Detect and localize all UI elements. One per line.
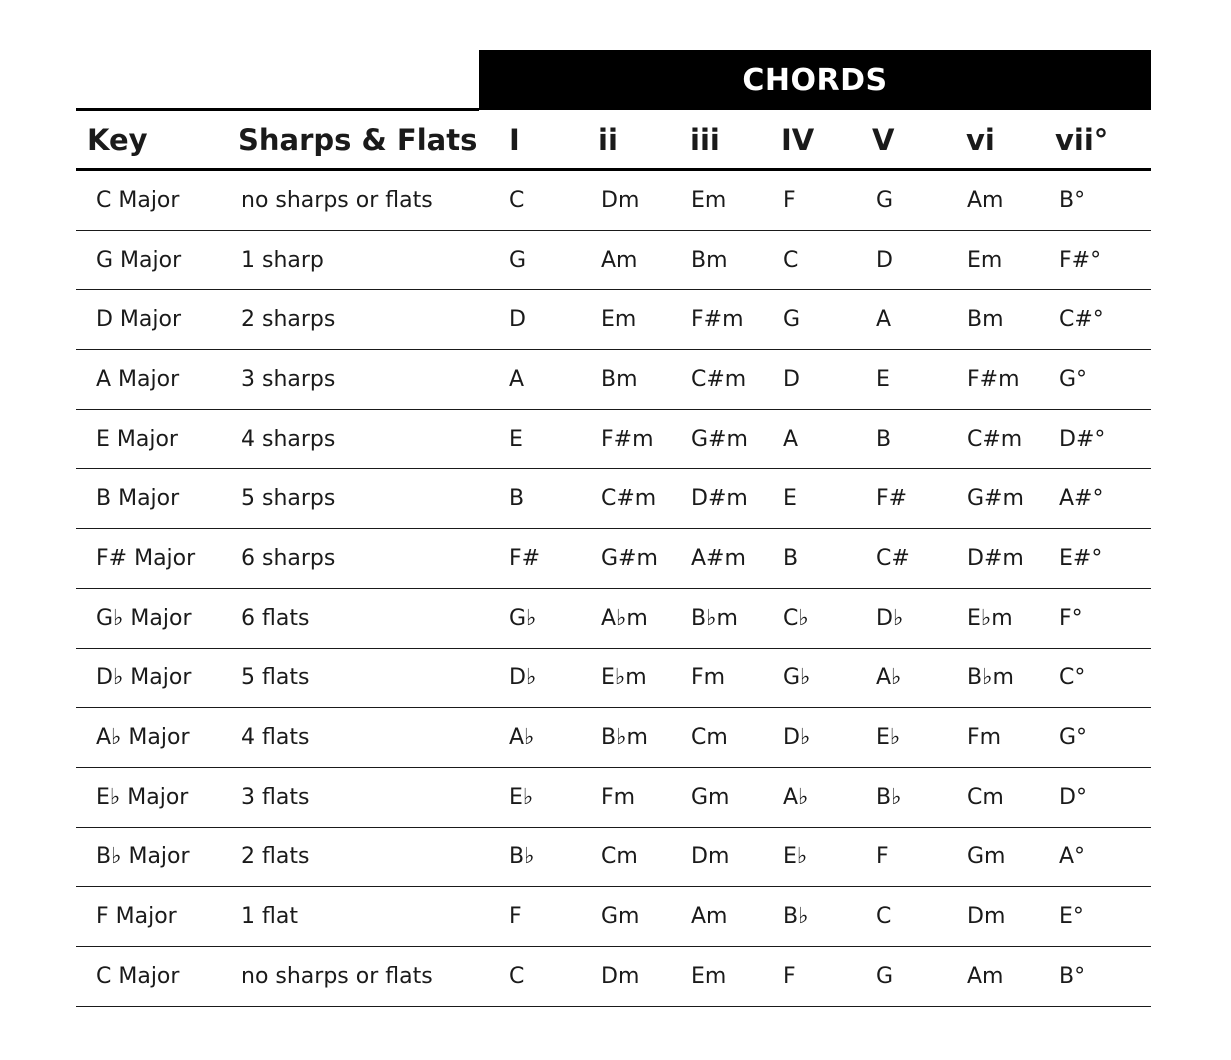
chord-cell: C xyxy=(509,187,525,213)
chord-cell: G xyxy=(876,963,894,989)
chord-cell: C#m xyxy=(691,366,747,392)
chord-cell: Bm xyxy=(691,247,728,273)
chord-cell: Em xyxy=(691,187,727,213)
key-cell: F# Major xyxy=(96,545,196,571)
key-cell: G Major xyxy=(96,247,182,273)
chord-cell: G xyxy=(783,307,801,333)
chords-banner-label: CHORDS xyxy=(742,62,888,98)
chord-cell: F#m xyxy=(967,366,1020,392)
chord-cell: A♭ xyxy=(783,784,809,810)
table-row xyxy=(76,589,1151,649)
chord-cell: A♭ xyxy=(876,665,902,691)
table-row xyxy=(76,469,1151,529)
chord-cell: D♭ xyxy=(876,605,904,631)
chord-cell: B♭m xyxy=(967,665,1014,691)
sharps-flats-cell: 3 flats xyxy=(241,784,310,810)
chord-cell: Dm xyxy=(601,187,640,213)
chord-cell: E♭ xyxy=(509,784,534,810)
chord-cell: Cm xyxy=(691,725,728,751)
chord-cell: D° xyxy=(1059,784,1087,810)
chord-cell: E♭ xyxy=(783,844,808,870)
chord-cell: Am xyxy=(601,247,638,273)
header-degree: ii xyxy=(598,122,618,157)
chord-cell: E xyxy=(876,366,890,392)
key-cell: D♭ Major xyxy=(96,665,192,691)
chord-cell: F xyxy=(509,904,522,930)
chord-cell: Gm xyxy=(601,904,640,930)
chord-cell: Gm xyxy=(691,784,730,810)
table-row xyxy=(76,350,1151,410)
sharps-flats-cell: 1 flat xyxy=(241,904,298,930)
chord-cell: Gm xyxy=(967,844,1006,870)
chord-cell: C xyxy=(876,904,892,930)
chord-cell: G#m xyxy=(691,426,748,452)
chord-cell: E♭m xyxy=(967,605,1013,631)
table-row xyxy=(76,768,1151,828)
chord-cell: C# xyxy=(876,545,910,571)
table-row xyxy=(76,828,1151,888)
chord-cell: C#m xyxy=(967,426,1023,452)
chord-cell: D♭ xyxy=(783,725,811,751)
chord-cell: Am xyxy=(967,963,1004,989)
key-cell: G♭ Major xyxy=(96,605,192,631)
chord-cell: F# xyxy=(876,486,908,512)
chord-cell: Bm xyxy=(967,307,1004,333)
chord-cell: D xyxy=(783,366,800,392)
header-degree: IV xyxy=(781,122,815,157)
table-row xyxy=(76,410,1151,470)
chord-cell: F#° xyxy=(1059,247,1102,273)
key-cell: F Major xyxy=(96,904,177,930)
table-row xyxy=(76,887,1151,947)
chord-cell: C xyxy=(509,963,525,989)
chord-cell: A° xyxy=(1059,844,1086,870)
chord-cell: Am xyxy=(691,904,728,930)
chord-cell: C♭ xyxy=(783,605,809,631)
chord-cell: B° xyxy=(1059,963,1086,989)
chord-cell: Dm xyxy=(601,963,640,989)
chord-cell: E° xyxy=(1059,904,1084,930)
table-row xyxy=(76,947,1151,1007)
chord-cell: Em xyxy=(967,247,1003,273)
header-degree: vi xyxy=(966,122,995,157)
chord-cell: C° xyxy=(1059,665,1086,691)
chord-cell: A#m xyxy=(691,545,746,571)
key-cell: C Major xyxy=(96,187,180,213)
table-row xyxy=(76,649,1151,709)
chord-cell: A#° xyxy=(1059,486,1104,512)
sharps-flats-cell: 1 sharp xyxy=(241,247,324,273)
chord-cell: D#m xyxy=(691,486,748,512)
key-cell: B♭ Major xyxy=(96,844,190,870)
chord-cell: A xyxy=(876,307,892,333)
chord-cell: G#m xyxy=(967,486,1024,512)
sharps-flats-cell: 5 sharps xyxy=(241,486,336,512)
chord-cell: Fm xyxy=(691,665,726,691)
chord-cell: F xyxy=(783,963,796,989)
chord-cell: E♭ xyxy=(876,725,901,751)
chord-cell: C#° xyxy=(1059,307,1104,333)
chord-cell: G° xyxy=(1059,725,1088,751)
chord-cell: F xyxy=(876,844,889,870)
table-row xyxy=(76,708,1151,768)
header-sharps-flats: Sharps & Flats xyxy=(238,122,478,157)
chord-cell: B xyxy=(876,426,892,452)
chord-cell: G♭ xyxy=(509,605,537,631)
key-cell: A♭ Major xyxy=(96,725,190,751)
chord-cell: F#m xyxy=(691,307,744,333)
table-row xyxy=(76,529,1151,589)
chord-cell: B♭ xyxy=(876,784,902,810)
chord-cell: G° xyxy=(1059,366,1088,392)
chord-cell: F° xyxy=(1059,605,1083,631)
sharps-flats-cell: 6 flats xyxy=(241,605,310,631)
table-header xyxy=(76,111,1151,168)
chord-cell: Fm xyxy=(601,784,636,810)
chord-cell: D#m xyxy=(967,545,1024,571)
chord-cell: Cm xyxy=(967,784,1004,810)
chord-cell: E♭m xyxy=(601,665,647,691)
chord-cell: D#° xyxy=(1059,426,1106,452)
chord-cell: B xyxy=(783,545,799,571)
key-cell: A Major xyxy=(96,366,180,392)
sharps-flats-cell: no sharps or flats xyxy=(241,187,433,213)
chord-cell: A xyxy=(509,366,525,392)
chord-cell: D xyxy=(509,307,526,333)
chord-cell: Fm xyxy=(967,725,1002,751)
chord-cell: G xyxy=(876,187,894,213)
chord-cell: Dm xyxy=(967,904,1006,930)
key-cell: B Major xyxy=(96,486,180,512)
chord-cell: G xyxy=(509,247,527,273)
chord-table-body xyxy=(76,171,1151,1007)
chord-cell: Em xyxy=(601,307,637,333)
chord-cell: F#m xyxy=(601,426,654,452)
chord-cell: B xyxy=(509,486,525,512)
header-degree: vii° xyxy=(1055,122,1109,157)
sharps-flats-cell: 5 flats xyxy=(241,665,310,691)
chord-cell: G♭ xyxy=(783,665,811,691)
chord-cell: F# xyxy=(509,545,541,571)
sharps-flats-cell: 3 sharps xyxy=(241,366,336,392)
chord-cell: A xyxy=(783,426,799,452)
sharps-flats-cell: 2 sharps xyxy=(241,307,336,333)
header-key: Key xyxy=(87,122,148,157)
chord-cell: B° xyxy=(1059,187,1086,213)
chord-cell: B♭m xyxy=(601,725,648,751)
sharps-flats-cell: no sharps or flats xyxy=(241,963,433,989)
chord-cell: Em xyxy=(691,963,727,989)
chord-cell: Dm xyxy=(691,844,730,870)
chord-cell: E xyxy=(783,486,797,512)
chord-cell: E#° xyxy=(1059,545,1103,571)
table-row xyxy=(76,290,1151,350)
chord-cell: Cm xyxy=(601,844,638,870)
chord-cell: Bm xyxy=(601,366,638,392)
chord-cell: D xyxy=(876,247,893,273)
chord-cell: Am xyxy=(967,187,1004,213)
key-cell: C Major xyxy=(96,963,180,989)
sharps-flats-cell: 4 flats xyxy=(241,725,310,751)
chord-cell: C xyxy=(783,247,799,273)
sharps-flats-cell: 6 sharps xyxy=(241,545,336,571)
chord-cell: A♭m xyxy=(601,605,648,631)
header-degree: iii xyxy=(690,122,720,157)
key-cell: D Major xyxy=(96,307,182,333)
key-cell: E Major xyxy=(96,426,178,452)
chords-banner xyxy=(479,50,1151,110)
chord-cell: B♭ xyxy=(783,904,809,930)
header-degree: V xyxy=(872,122,895,157)
chord-cell: B♭m xyxy=(691,605,738,631)
table-row xyxy=(76,171,1151,231)
header-degree: I xyxy=(509,122,520,157)
chord-cell: F xyxy=(783,187,796,213)
chord-cell: E xyxy=(509,426,523,452)
chord-cell: C#m xyxy=(601,486,657,512)
sharps-flats-cell: 2 flats xyxy=(241,844,310,870)
table-row xyxy=(76,231,1151,291)
key-cell: E♭ Major xyxy=(96,784,189,810)
chord-cell: D♭ xyxy=(509,665,537,691)
chord-cell: B♭ xyxy=(509,844,535,870)
chord-cell: A♭ xyxy=(509,725,535,751)
chord-cell: G#m xyxy=(601,545,658,571)
sharps-flats-cell: 4 sharps xyxy=(241,426,336,452)
